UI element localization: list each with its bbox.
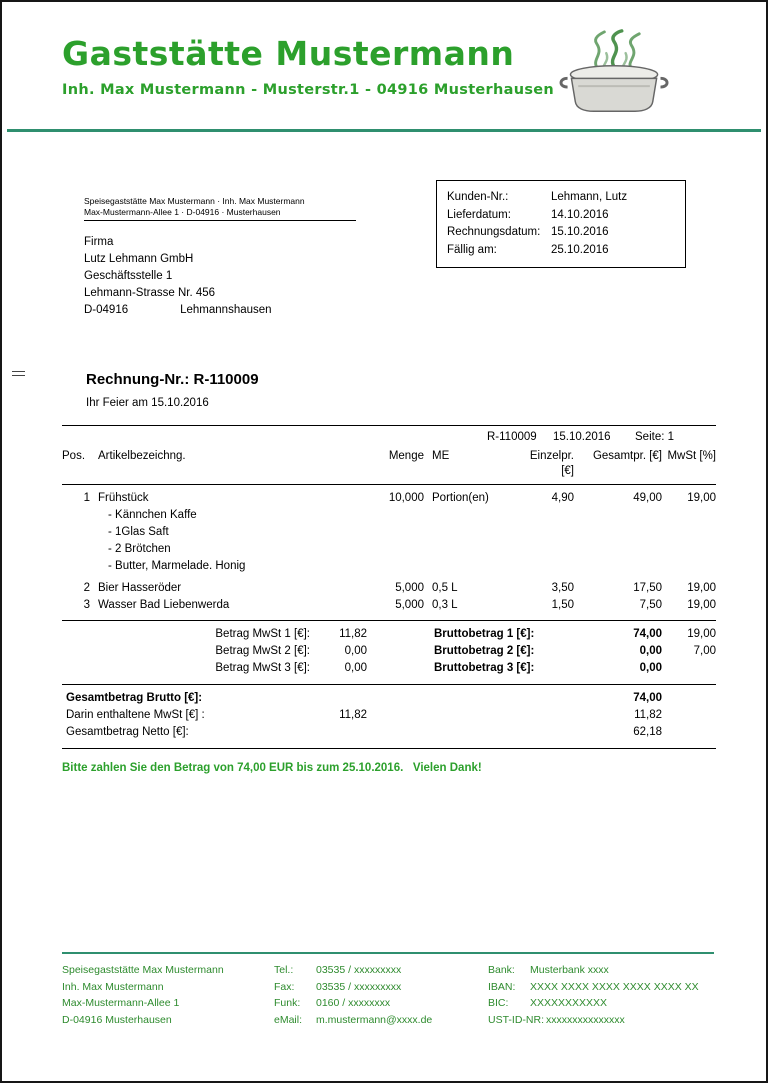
- item-pos: 2: [83, 582, 90, 594]
- footer-address-line: Speisegaststätte Max Mustermann: [62, 964, 224, 976]
- vat-rate: [662, 660, 716, 677]
- spacer: [662, 690, 716, 707]
- total-label: Darin enthaltene MwSt [€] :: [66, 709, 205, 721]
- item-menge: 10,000: [388, 492, 424, 504]
- col-name: Artikelbezeichng.: [98, 450, 186, 462]
- bank-label: UST-ID-NR:: [488, 1013, 544, 1026]
- col-pos: Pos.: [62, 450, 86, 462]
- footer-contact-row: [274, 962, 488, 979]
- recipient-address: [84, 234, 356, 319]
- contact-value: m.mustermann@xxxx.de: [316, 1013, 433, 1026]
- total-row-brutto: [62, 690, 716, 707]
- recipient-line: Firma: [84, 236, 114, 248]
- item-einzelpr: 4,90: [551, 492, 574, 504]
- item-menge: 5,000: [395, 599, 424, 611]
- letterhead: [2, 2, 766, 120]
- total-label: Gesamtbetrag Netto [€]:: [66, 726, 189, 738]
- info-label: Kunden-Nr.:: [447, 191, 509, 203]
- col-einzelpr: Einzelpr. [€]: [529, 450, 574, 477]
- recipient-zip: D-04916: [84, 304, 129, 316]
- info-row: [447, 242, 675, 260]
- contact-value: 0160 / xxxxxxxx: [316, 997, 391, 1009]
- item-gesamtpr: 17,50: [633, 582, 662, 594]
- col-me: ME: [432, 450, 450, 462]
- item-me: Portion(en): [432, 492, 489, 504]
- item-detail: - Butter, Marmelade. Honig: [108, 560, 246, 572]
- address-section: [2, 132, 766, 319]
- footer-address-line: Inh. Max Mustermann: [62, 980, 164, 993]
- vat-label: Betrag MwSt 3 [€]:: [215, 662, 310, 674]
- table-row: [62, 597, 716, 614]
- invoice-number-title: Rechnung-Nr.: R-110009: [86, 371, 259, 388]
- footer-bank-row: [488, 962, 714, 979]
- item-me: 0,5 L: [432, 582, 458, 594]
- footer-contact-row: [274, 1012, 488, 1029]
- fold-mark: [12, 371, 25, 379]
- vat-summary: [62, 621, 716, 684]
- footer: [62, 952, 714, 1028]
- bank-label: Bank:: [488, 964, 515, 976]
- spacer: [367, 643, 434, 660]
- recipient-city: Lehmannshausen: [180, 304, 272, 316]
- bank-value: XXXXXXXXXXX: [530, 997, 608, 1009]
- item-pos: 3: [83, 599, 90, 611]
- payment-note: Bitte zahlen Sie den Betrag von 74,00 EUR bis zum 25.10.2016. Vielen Dank!: [62, 762, 482, 774]
- totals-block: [62, 685, 716, 748]
- info-value: Lehmann, Lutz: [551, 191, 628, 203]
- brutto-label: Bruttobetrag 2 [€]:: [434, 645, 535, 657]
- footer-contact-row: [274, 995, 488, 1012]
- vat-amount: 0,00: [344, 645, 367, 657]
- bank-value: XXXX XXXX XXXX XXXX XXXX XX: [530, 980, 699, 993]
- meta-invoice-number: R-110009: [487, 431, 537, 443]
- contact-value: 03535 / xxxxxxxxx: [316, 980, 402, 993]
- spacer: [662, 707, 716, 724]
- footer-bank-row: [488, 995, 714, 1012]
- company-subtitle: Inh. Max Mustermann - Musterstr.1 - 04916 Musterhausen: [62, 82, 555, 98]
- table-body: [62, 485, 716, 620]
- info-row: [447, 207, 675, 225]
- table-header-row: [62, 447, 716, 485]
- table-meta-row: [62, 425, 716, 447]
- company-name: Gaststätte Mustermann: [62, 34, 515, 73]
- info-value: 14.10.2016: [551, 208, 609, 221]
- brutto-amount: 74,00: [633, 628, 662, 640]
- recipient-line: Lutz Lehmann GmbH: [84, 253, 194, 265]
- spacer: [367, 660, 434, 677]
- total-row-mwst: [62, 707, 716, 724]
- bank-label: BIC:: [488, 997, 509, 1009]
- info-row: [447, 189, 675, 207]
- brutto-label: Bruttobetrag 1 [€]:: [434, 628, 535, 640]
- total-mid-amount: [310, 724, 367, 741]
- item-detail-row: [62, 558, 716, 575]
- total-value: 11,82: [634, 709, 662, 721]
- total-value: 62,18: [633, 726, 662, 738]
- item-detail: - 1Glas Saft: [108, 526, 169, 538]
- footer-bank-column: [488, 962, 714, 1028]
- divider: [62, 748, 716, 749]
- bank-value: Musterbank xxxx: [530, 964, 609, 976]
- item-mwst: 19,00: [687, 599, 716, 611]
- item-mwst: 19,00: [687, 582, 716, 594]
- vat-amount: 11,82: [339, 628, 367, 640]
- footer-contact-row: [274, 979, 488, 996]
- item-detail: - Kännchen Kaffe: [108, 509, 197, 521]
- item-detail-row: [62, 507, 716, 524]
- brutto-amount: 0,00: [639, 662, 662, 674]
- meta-invoice-date: 15.10.2016: [553, 431, 611, 443]
- item-pos: 1: [83, 492, 90, 504]
- sender-line-2: Max-Mustermann-Allee 1 · D-04916 · Musterhausen: [84, 207, 356, 221]
- total-mid-amount: [310, 690, 367, 707]
- contact-label: Funk:: [274, 997, 301, 1009]
- line-items-table: [62, 425, 716, 749]
- footer-address-line: D-04916 Musterhausen: [62, 1013, 172, 1026]
- contact-label: eMail:: [274, 1013, 303, 1026]
- vat-amount: 0,00: [344, 662, 367, 674]
- item-mwst: 19,00: [687, 492, 716, 504]
- brutto-amount: 0,00: [639, 645, 662, 657]
- footer-address-column: [62, 962, 274, 1028]
- brutto-label: Bruttobetrag 3 [€]:: [434, 662, 535, 674]
- item-name: Wasser Bad Liebenwerda: [98, 599, 230, 611]
- recipient-zip-city: [84, 302, 356, 319]
- total-label: Gesamtbetrag Brutto [€]:: [66, 692, 203, 704]
- recipient-line: Geschäftsstelle 1: [84, 270, 173, 282]
- contact-label: Fax:: [274, 980, 295, 993]
- item-detail: - 2 Brötchen: [108, 543, 171, 555]
- item-gesamtpr: 7,50: [639, 599, 662, 611]
- vat-rate: 7,00: [693, 645, 716, 657]
- total-value: 74,00: [633, 692, 662, 704]
- info-row: [447, 224, 675, 242]
- meta-page-number: Seite: 1: [635, 431, 674, 443]
- item-name: Bier Hasseröder: [98, 582, 182, 594]
- contact-value: 03535 / xxxxxxxxx: [316, 964, 402, 976]
- footer-contact-column: [274, 962, 488, 1028]
- recipient-line: Lehmann-Strasse Nr. 456: [84, 287, 216, 299]
- invoice-subject: Ihr Feier am 15.10.2016: [86, 397, 209, 409]
- bank-label: IBAN:: [488, 980, 516, 993]
- contact-label: Tel.:: [274, 964, 294, 976]
- item-einzelpr: 1,50: [551, 599, 574, 611]
- spacer: [367, 626, 434, 643]
- col-mwst: MwSt [%]: [667, 450, 716, 462]
- item-me: 0,3 L: [432, 599, 458, 611]
- spacer: [62, 430, 487, 445]
- col-menge: Menge: [388, 450, 424, 462]
- info-label: Fällig am:: [447, 243, 497, 256]
- item-einzelpr: 3,50: [551, 582, 574, 594]
- item-menge: 5,000: [395, 582, 424, 594]
- total-mid-amount: 11,82: [339, 709, 367, 721]
- total-row-netto: [62, 724, 716, 741]
- item-name: Frühstück: [98, 492, 149, 504]
- footer-address-line: Max-Mustermann-Allee 1: [62, 997, 180, 1009]
- vat-row: [62, 643, 716, 660]
- info-label: Rechnungsdatum:: [447, 226, 541, 238]
- vat-row: [62, 660, 716, 677]
- info-label: Lieferdatum:: [447, 208, 511, 221]
- invoice-info-box: [436, 180, 686, 268]
- vat-row: [62, 626, 716, 643]
- footer-divider: [62, 952, 714, 954]
- bank-value: xxxxxxxxxxxxxxx: [546, 1013, 625, 1026]
- item-detail-row: [62, 524, 716, 541]
- vat-label: Betrag MwSt 1 [€]:: [215, 628, 310, 640]
- vat-rate: 19,00: [687, 628, 716, 640]
- table-row: [62, 490, 716, 507]
- info-value: 25.10.2016: [551, 243, 609, 256]
- cooking-pot-icon: [554, 28, 676, 120]
- col-gesamtpr: Gesamtpr. [€]: [592, 450, 662, 462]
- info-value: 15.10.2016: [551, 226, 609, 238]
- table-row: [62, 580, 716, 597]
- item-detail-row: [62, 541, 716, 558]
- vat-label: Betrag MwSt 2 [€]:: [215, 645, 310, 657]
- spacer: [662, 724, 716, 741]
- sender-return-address: [84, 196, 356, 221]
- footer-bank-row: [488, 1012, 714, 1029]
- footer-bank-row: [488, 979, 714, 996]
- item-gesamtpr: 49,00: [633, 492, 662, 504]
- sender-line-1: Speisegaststätte Max Mustermann · Inh. Max Mustermann: [84, 196, 305, 206]
